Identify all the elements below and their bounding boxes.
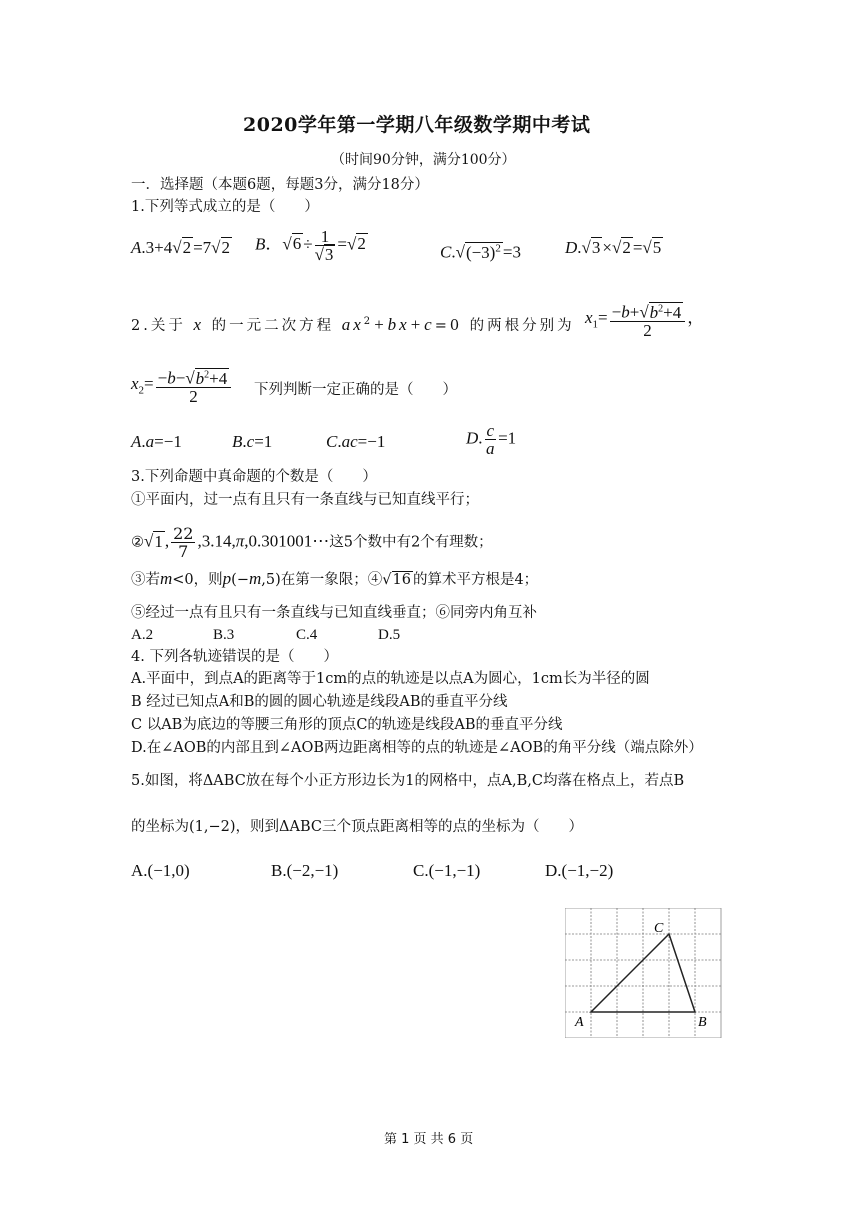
q2-option-a: A.a=−1: [131, 432, 182, 451]
q1-option-c: $C.√(-3)^2 =3$: [440, 242, 521, 262]
triangle-grid-figure: [565, 908, 723, 1038]
q3-option-a: A.2: [131, 627, 154, 643]
q5-option-c: C.(−1,−1): [413, 861, 481, 880]
q1-option-d: D.√3 ×√2 =√5: [565, 238, 662, 257]
q3-stem: 3.下列命题中真命题的个数是（ ）: [131, 469, 377, 485]
q5-option-d: D.(−1,−2): [545, 861, 614, 880]
q2-option-d: D. $\frac{c}{a}$ =1: [466, 421, 517, 458]
q3-statement-1: ①平面内，过一点有且只有一条直线与已知直线平行；: [131, 492, 479, 508]
exam-subtitle: （时间90分钟，满分100分）: [331, 152, 516, 168]
vertex-label-c: C: [654, 921, 664, 936]
q2-option-b: B.c=1: [232, 432, 273, 451]
q3-statement-2: ②√1 , $\frac{22}{7}$ ,3.14,π,0.301001⋯这5个数中有2个有理数；: [131, 524, 493, 561]
q4-option-a: A.平面中，到点A的距离等于1cm的点的轨迹是以点A为圆心，1cm长为半径的圆: [131, 671, 650, 687]
section-heading: 一．选择题（本题6题，每题3分，满分18分）: [131, 177, 429, 193]
q2-root-x1: $x_1=$ $\frac{-b+√b^2+4}{2}$ ，: [585, 300, 704, 339]
q5-stem-part1: 5.如图，将ΔABC放在每个小正方形边长为1的网格中，点A,B,C均落在格点上，若点B: [131, 773, 685, 789]
q2-root-x2: $x_2=$ $\frac{-b-√b^2+4}{2}$: [131, 366, 233, 405]
q3-statement-3-4: ③若m<0，则p(−m,5)在第一象限；④√16 的算术平方根是4；: [131, 569, 539, 588]
q1-option-a: A.3+4√2 =7√2: [131, 238, 231, 257]
q2-stem-part1: 2.关于 x 的一元二次方程 $ax^2+bx+c=0$ 的两根分别为: [131, 314, 575, 334]
q1-option-b: B．√6 ÷ $\frac{1}{√3}$ =√2: [255, 227, 366, 264]
q5-stem-part2: 的坐标为(1,−2)，则到ΔABC三个顶点距离相等的点的坐标为（ ）: [131, 819, 583, 835]
q2-option-c: C.ac=−1: [326, 432, 386, 451]
q3-statement-5-6: ⑤经过一点有且只有一条直线与已知直线垂直；⑥同旁内角互补: [131, 605, 537, 621]
q2-stem-part2: 下列判断一定正确的是（ ）: [254, 382, 457, 398]
q4-option-b: B 经过已知点A和B的圆的圆心轨迹是线段AB的垂直平分线: [131, 694, 508, 710]
page-title: 2020学年第一学期八年级数学期中考试: [243, 114, 591, 136]
vertex-label-b: B: [698, 1015, 707, 1030]
page-footer: 第 1 页 共 6 页: [384, 1132, 474, 1147]
q4-stem: 4. 下列各轨迹错误的是（ ）: [131, 649, 338, 665]
q3-option-c: C.4: [296, 627, 318, 643]
vertex-label-a: A: [575, 1015, 584, 1030]
q1-stem: 1.下列等式成立的是（ ）: [131, 199, 319, 215]
q4-option-c: C 以AB为底边的等腰三角形的顶点C的轨迹是线段AB的垂直平分线: [131, 717, 563, 733]
q3-option-b: B.3: [213, 627, 235, 643]
q3-option-d: D.5: [378, 627, 401, 643]
q4-option-d: D.在∠AOB的内部且到∠AOB两边距离相等的点的轨迹是∠AOB的角平分线（端点除外）: [131, 740, 703, 756]
q5-option-a: A.(−1,0): [131, 861, 190, 880]
q5-option-b: B.(−2,−1): [271, 861, 339, 880]
